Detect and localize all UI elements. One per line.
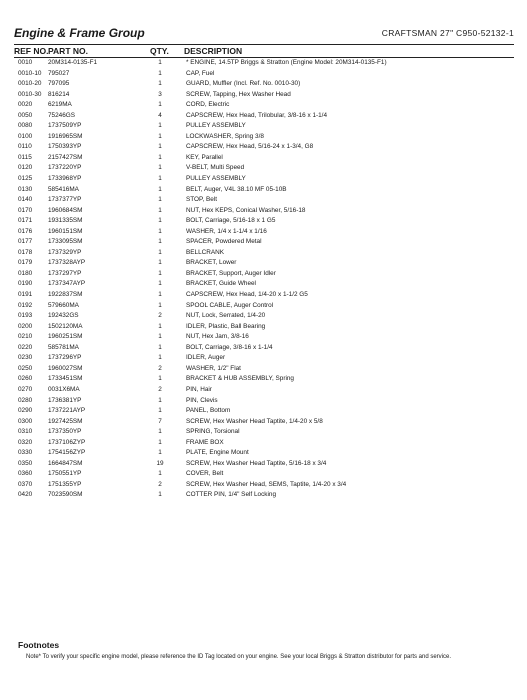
- ref-no-cell: 0125: [18, 175, 33, 183]
- description-cell: IDLER, Auger: [186, 354, 226, 362]
- ref-no-cell: 0130: [18, 185, 33, 193]
- part-no-cell: 1750393YP: [48, 143, 82, 151]
- description-cell: NUT, Hex Jam, 3/8-16: [186, 333, 249, 341]
- table-row: [14, 311, 514, 322]
- part-no-cell: 20M314-0135-F1: [48, 59, 98, 66]
- description-cell: PULLEY ASSEMBLY: [186, 122, 246, 130]
- description-cell: PANEL, Bottom: [186, 407, 231, 415]
- qty-cell: 1: [158, 185, 162, 193]
- table-row: [14, 195, 514, 206]
- part-no-cell: 585416MA: [48, 185, 79, 193]
- description-cell: SPOOL CABLE, Auger Control: [186, 301, 274, 309]
- description-cell: SPRING, Torsional: [186, 428, 240, 436]
- ref-no-cell: 0220: [18, 343, 33, 351]
- footnotes-heading: Footnotes: [18, 640, 60, 650]
- part-no-cell: 75246GS: [48, 111, 76, 119]
- table-row: [14, 438, 514, 449]
- table-row: [14, 206, 514, 217]
- part-no-cell: 0031X6MA: [48, 385, 80, 393]
- footnote-text: Note* To verify your specific engine model, please reference the ID Tag located on your engine. See your local Briggs & Stratton distributor for parts and service.: [26, 654, 452, 660]
- description-cell: NUT, Hex KEPS, Conical Washer, 5/16-18: [186, 206, 306, 214]
- ref-no-cell: 0010-30: [18, 90, 42, 98]
- ref-no-cell: 0370: [18, 480, 33, 488]
- group-title: Engine & Frame Group: [14, 26, 145, 40]
- column-header-ref-no: REF NO.: [14, 46, 49, 56]
- qty-cell: 2: [158, 480, 162, 488]
- ref-no-cell: 0010-20: [18, 80, 42, 88]
- ref-no-cell: 0192: [18, 301, 33, 309]
- description-cell: WASHER, 1/2" Flat: [186, 364, 241, 372]
- ref-no-cell: 0020: [18, 101, 33, 109]
- ref-no-cell: 0320: [18, 438, 33, 446]
- qty-cell: 2: [158, 312, 162, 320]
- table-row: [14, 343, 514, 354]
- part-no-cell: 1750551YP: [48, 470, 82, 478]
- ref-no-cell: 0330: [18, 449, 33, 457]
- qty-cell: 1: [158, 438, 162, 446]
- table-row: [14, 417, 514, 428]
- ref-no-cell: 0280: [18, 396, 33, 404]
- ref-no-cell: 0050: [18, 111, 33, 119]
- qty-cell: 1: [158, 143, 162, 151]
- qty-cell: 3: [158, 90, 162, 98]
- qty-cell: 1: [158, 217, 162, 225]
- description-cell: KEY, Parallel: [186, 153, 223, 161]
- table-row: [14, 353, 514, 364]
- part-no-cell: 1733968YP: [48, 175, 82, 183]
- ref-no-cell: 0350: [18, 459, 33, 467]
- qty-cell: 1: [158, 354, 162, 362]
- qty-cell: 1: [158, 301, 162, 309]
- part-no-cell: 1737328AYP: [48, 259, 86, 267]
- qty-cell: 1: [158, 175, 162, 183]
- ref-no-cell: 0010: [18, 59, 33, 66]
- qty-cell: 1: [158, 101, 162, 109]
- part-no-cell: 1922837SM: [48, 291, 83, 299]
- table-row: [14, 480, 514, 491]
- table-row: [14, 269, 514, 280]
- table-row: [14, 132, 514, 143]
- qty-cell: 2: [158, 385, 162, 393]
- part-no-cell: 1754156ZYP: [48, 449, 86, 457]
- table-row: [14, 69, 514, 80]
- description-cell: BRACKET, Lower: [186, 259, 237, 267]
- ref-no-cell: 0120: [18, 164, 33, 172]
- description-cell: CORD, Electric: [186, 101, 230, 109]
- description-cell: CAPSCREW, Hex Head, 1/4-20 x 1-1/2 G5: [186, 291, 308, 299]
- part-no-cell: 1737297YP: [48, 269, 82, 277]
- ref-no-cell: 0193: [18, 312, 33, 320]
- qty-cell: 1: [158, 291, 162, 299]
- qty-cell: 1: [158, 206, 162, 214]
- qty-cell: 1: [158, 238, 162, 246]
- qty-cell: 1: [158, 470, 162, 478]
- description-cell: SCREW, Hex Washer Head Taptite, 1/4-20 x 5/8: [186, 417, 323, 425]
- description-cell: SPACER, Powdered Metal: [186, 238, 262, 246]
- description-cell: CAPSCREW, Hex Head, Trilobular, 3/8-16 x 1-1/4: [186, 111, 328, 119]
- part-no-cell: 1751355YP: [48, 480, 82, 488]
- qty-cell: 1: [158, 69, 162, 77]
- description-cell: BELT, Auger, V4L 38.10 MF 05-10B: [186, 185, 287, 193]
- table-row: [14, 90, 514, 101]
- column-header-part-no: PART NO.: [48, 46, 88, 56]
- table-row: [14, 216, 514, 227]
- description-cell: NUT, Lock, Serrated, 1/4-20: [186, 312, 266, 320]
- description-cell: PIN, Clevis: [186, 396, 218, 404]
- qty-cell: 1: [158, 269, 162, 277]
- ref-no-cell: 0179: [18, 259, 33, 267]
- description-cell: FRAME BOX: [186, 438, 224, 446]
- page-header: [14, 26, 514, 42]
- description-cell: BELLCRANK: [186, 248, 225, 256]
- part-no-cell: 1664847SM: [48, 459, 83, 467]
- qty-cell: 1: [158, 80, 162, 88]
- part-no-cell: 1916965SM: [48, 132, 83, 140]
- table-row: [14, 459, 514, 470]
- description-cell: COVER, Belt: [186, 470, 224, 478]
- ref-no-cell: 0420: [18, 491, 33, 499]
- part-no-cell: 585781MA: [48, 343, 79, 351]
- description-cell: V-BELT, Multi Speed: [186, 164, 245, 172]
- part-no-cell: 192432GS: [48, 312, 79, 320]
- ref-no-cell: 0140: [18, 196, 33, 204]
- part-no-cell: 1737220YP: [48, 164, 82, 172]
- description-cell: GUARD, Muffler (Incl. Ref. No. 0010-30): [186, 80, 301, 88]
- qty-cell: 1: [158, 122, 162, 130]
- part-no-cell: 1733451SM: [48, 375, 83, 383]
- ref-no-cell: 0260: [18, 375, 33, 383]
- part-no-cell: 1737377YP: [48, 196, 82, 204]
- table-row: [14, 279, 514, 290]
- column-header-qty: QTY.: [150, 46, 169, 56]
- table-row: [14, 469, 514, 480]
- table-row: [14, 427, 514, 438]
- part-no-cell: 816214: [48, 90, 70, 98]
- description-cell: CAPSCREW, Hex Head, 5/16-24 x 1-3/4, G8: [186, 143, 314, 151]
- part-no-cell: 2157427SM: [48, 153, 83, 161]
- part-no-cell: 1502120MA: [48, 322, 83, 330]
- qty-cell: 1: [158, 164, 162, 172]
- description-cell: WASHER, 1/4 x 1-1/4 x 1/16: [186, 227, 267, 235]
- table-row: [14, 111, 514, 122]
- table-row: [14, 301, 514, 312]
- part-no-cell: 1927425SM: [48, 417, 83, 425]
- ref-no-cell: 0230: [18, 354, 33, 362]
- table-row: [14, 79, 514, 90]
- part-no-cell: 1960684SM: [48, 206, 83, 214]
- table-row: [14, 174, 514, 185]
- part-no-cell: 1737296YP: [48, 354, 82, 362]
- description-cell: BRACKET, Guide Wheel: [186, 280, 256, 288]
- ref-no-cell: 0170: [18, 206, 33, 214]
- qty-cell: 1: [158, 449, 162, 457]
- qty-cell: 1: [158, 333, 162, 341]
- ref-no-cell: 0177: [18, 238, 33, 246]
- footnotes: [18, 640, 508, 661]
- table-row: [14, 163, 514, 174]
- table-row: [14, 385, 514, 396]
- qty-cell: 1: [158, 248, 162, 256]
- qty-cell: 1: [158, 196, 162, 204]
- part-no-cell: 1931335SM: [48, 217, 83, 225]
- qty-cell: 1: [158, 396, 162, 404]
- table-row: [14, 153, 514, 164]
- part-no-cell: 1733095SM: [48, 238, 83, 246]
- description-cell: STOP, Belt: [186, 196, 218, 204]
- qty-cell: 1: [158, 132, 162, 140]
- description-cell: CAP, Fuel: [186, 69, 215, 77]
- ref-no-cell: 0310: [18, 428, 33, 436]
- description-cell: PLATE, Engine Mount: [186, 449, 249, 457]
- table-row: [14, 322, 514, 333]
- table-row: [14, 185, 514, 196]
- description-cell: * ENGINE, 14.5TP Briggs & Stratton (Engine Model: 20M314-0135-F1): [186, 59, 387, 66]
- description-cell: BRACKET, Support, Auger Idler: [186, 269, 276, 277]
- ref-no-cell: 0010-10: [18, 69, 42, 77]
- part-no-cell: 1737221AYP: [48, 407, 86, 415]
- ref-no-cell: 0290: [18, 407, 33, 415]
- description-cell: BRACKET & HUB ASSEMBLY, Spring: [186, 375, 294, 383]
- table-row: [14, 142, 514, 153]
- description-cell: SCREW, Hex Washer Head, SEMS, Taptite, 1/4-20 x 3/4: [186, 480, 347, 488]
- part-no-cell: 1737106ZYP: [48, 438, 86, 446]
- qty-cell: 1: [158, 280, 162, 288]
- part-no-cell: 795027: [48, 69, 70, 77]
- table-row: [14, 121, 514, 132]
- description-cell: BOLT, Carriage, 3/8-16 x 1-1/4: [186, 343, 273, 351]
- ref-no-cell: 0360: [18, 470, 33, 478]
- part-no-cell: 7023590SM: [48, 491, 83, 499]
- parts-table-header: [14, 44, 514, 58]
- description-cell: SCREW, Tapping, Hex Washer Head: [186, 90, 291, 98]
- table-row: [14, 332, 514, 343]
- description-cell: COTTER PIN, 1/4" Self Locking: [186, 491, 276, 499]
- description-cell: LOCKWASHER, Spring 3/8: [186, 132, 264, 140]
- ref-no-cell: 0191: [18, 291, 33, 299]
- ref-no-cell: 0171: [18, 217, 33, 225]
- part-no-cell: 1960251SM: [48, 333, 83, 341]
- ref-no-cell: 0080: [18, 122, 33, 130]
- table-row: [14, 248, 514, 259]
- table-row: [14, 406, 514, 417]
- qty-cell: 1: [158, 491, 162, 499]
- table-row: [14, 448, 514, 459]
- parts-table-body: [14, 58, 514, 501]
- part-no-cell: 1737329YP: [48, 248, 82, 256]
- ref-no-cell: 0190: [18, 280, 33, 288]
- part-no-cell: 1736381YP: [48, 396, 82, 404]
- ref-no-cell: 0180: [18, 269, 33, 277]
- description-cell: IDLER, Plastic, Ball Bearing: [186, 322, 266, 330]
- table-row: [14, 364, 514, 375]
- qty-cell: 1: [158, 407, 162, 415]
- model-number: CRAFTSMAN 27" C950-52132-1: [381, 28, 514, 38]
- ref-no-cell: 0250: [18, 364, 33, 372]
- table-row: [14, 58, 514, 69]
- ref-no-cell: 0115: [18, 153, 32, 161]
- qty-cell: 4: [158, 111, 162, 119]
- ref-no-cell: 0110: [18, 143, 32, 151]
- table-row: [14, 290, 514, 301]
- table-row: [14, 100, 514, 111]
- qty-cell: 1: [158, 343, 162, 351]
- description-cell: BOLT, Carriage, 5/16-18 x 1 G5: [186, 217, 276, 225]
- table-row: [14, 374, 514, 385]
- part-no-cell: 1737509YP: [48, 122, 82, 130]
- part-no-cell: 1960027SM: [48, 364, 83, 372]
- ref-no-cell: 0200: [18, 322, 33, 330]
- description-cell: PULLEY ASSEMBLY: [186, 175, 246, 183]
- ref-no-cell: 0100: [18, 132, 33, 140]
- qty-cell: 1: [158, 227, 162, 235]
- ref-no-cell: 0176: [18, 227, 33, 235]
- ref-no-cell: 0270: [18, 385, 33, 393]
- column-header-description: DESCRIPTION: [184, 46, 243, 56]
- ref-no-cell: 0210: [18, 333, 33, 341]
- qty-cell: 1: [158, 59, 162, 66]
- description-cell: PIN, Hair: [186, 385, 212, 393]
- table-row: [14, 396, 514, 407]
- ref-no-cell: 0300: [18, 417, 33, 425]
- table-row: [14, 227, 514, 238]
- qty-cell: 19: [156, 459, 164, 467]
- qty-cell: 1: [158, 322, 162, 330]
- qty-cell: 2: [158, 364, 162, 372]
- qty-cell: 1: [158, 153, 162, 161]
- table-row: [14, 258, 514, 269]
- qty-cell: 7: [158, 417, 162, 425]
- table-row: [14, 490, 514, 501]
- part-no-cell: 1960151SM: [48, 227, 83, 235]
- ref-no-cell: 0178: [18, 248, 33, 256]
- part-no-cell: 6219MA: [48, 101, 72, 109]
- qty-cell: 1: [158, 428, 162, 436]
- qty-cell: 1: [158, 259, 162, 267]
- part-no-cell: 797095: [48, 80, 70, 88]
- qty-cell: 1: [158, 375, 162, 383]
- part-no-cell: 1737350YP: [48, 428, 82, 436]
- part-no-cell: 1737347AYP: [48, 280, 86, 288]
- description-cell: SCREW, Hex Washer Head Taptite, 5/16-18 x 3/4: [186, 459, 327, 467]
- table-row: [14, 237, 514, 248]
- part-no-cell: 579660MA: [48, 301, 79, 309]
